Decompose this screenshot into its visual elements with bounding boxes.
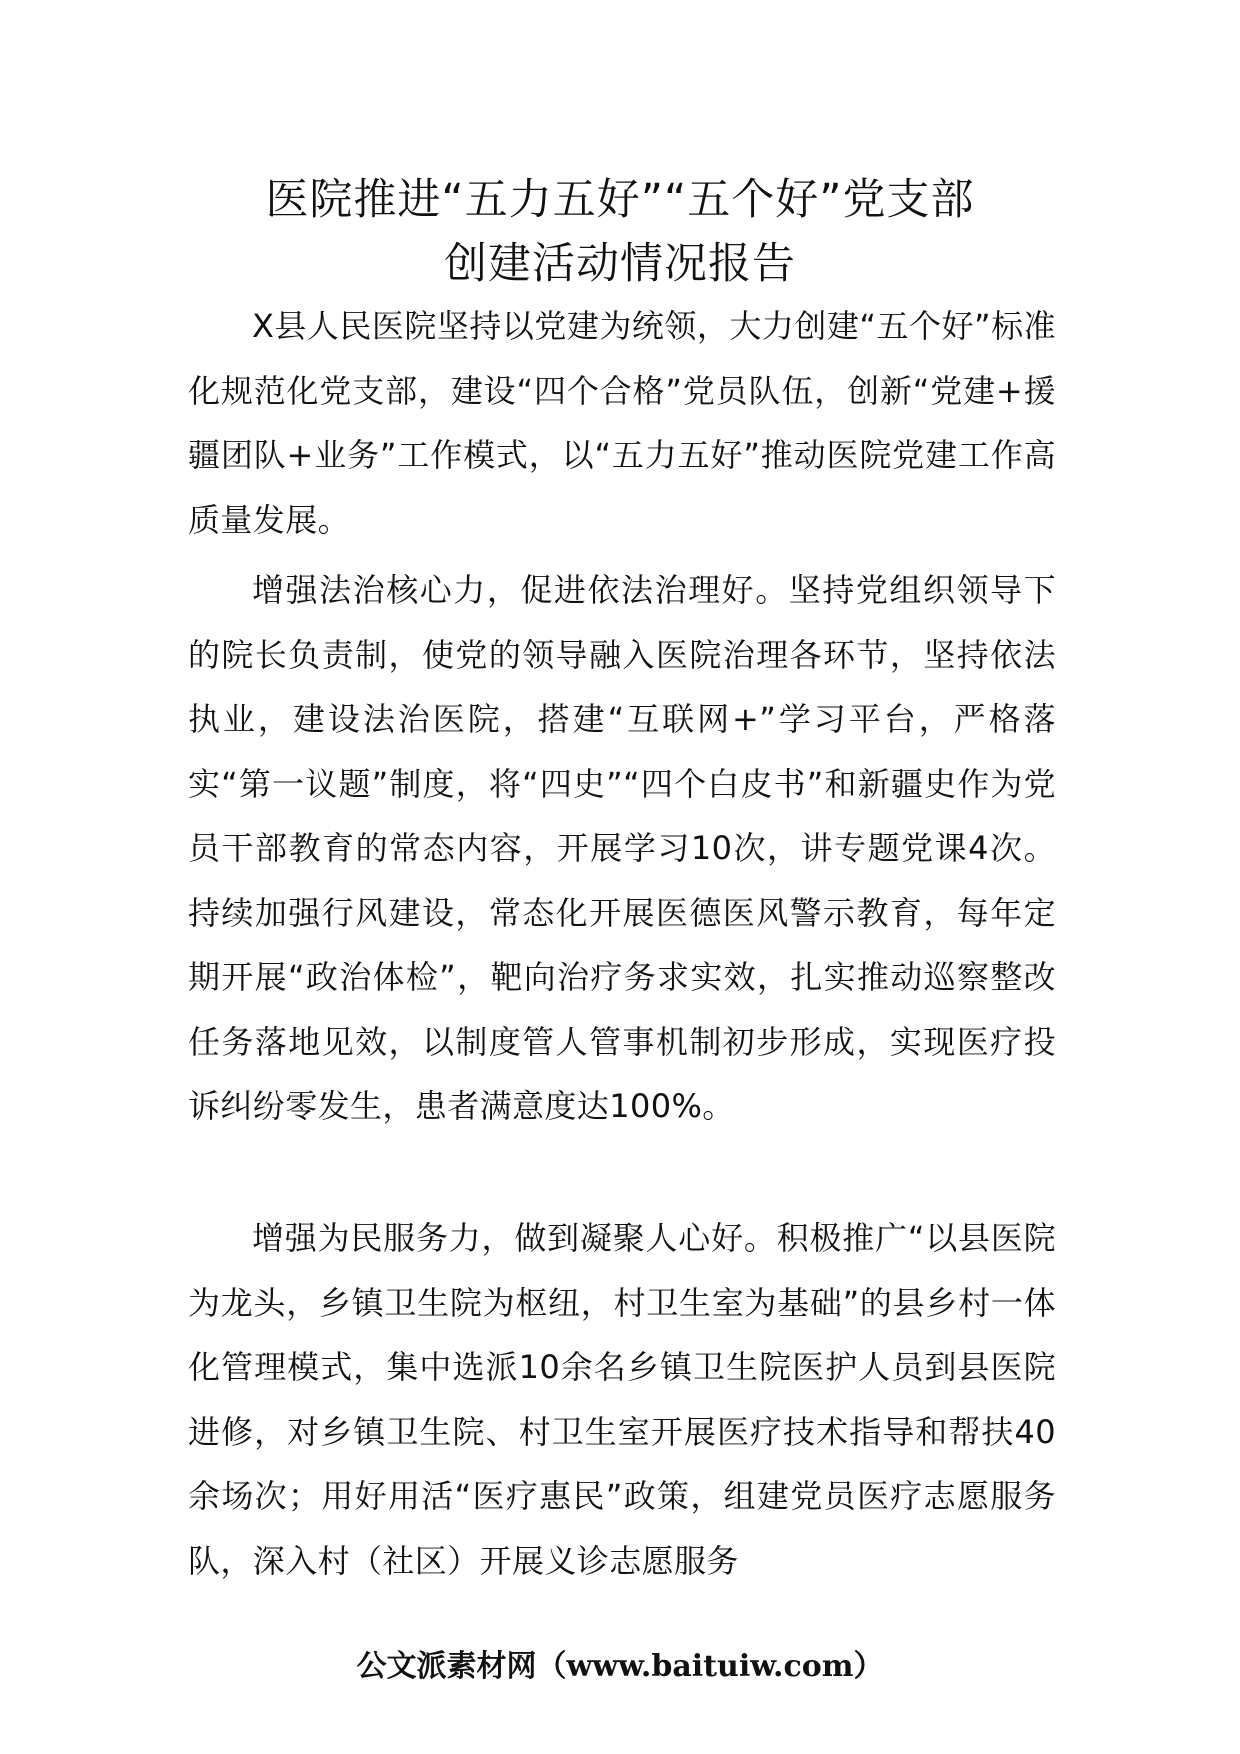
document-title-line-1: 医院推进“五力五好”“五个好”党支部 <box>265 175 975 225</box>
paragraph-rule-of-law: 增强法治核心力，促进依法治理好。坚持党组织领导下的院长负责制，使党的领导融入医院治理各环节，坚持依法执业，建设法治医院，搭建“互联网+”学习平台，严格落实“第一议题”制度，将“四史”“四个白皮书”和新疆史作为党员干部教育的常态内容，开展学习10次，讲专题党课4次。持续加强行风建设，常态化开展医德医风警示教育，每年定期开展“政治体检”，靶向治疗务求实效，扎实推动巡察整改任务落地见效，以制度管人管事机制初步形成，实现医疗投诉纠纷零发生，患者满意度达100%。 <box>188 571 1056 1125</box>
paragraph-public-service: 增强为民服务力，做到凝聚人心好。积极推广“以县医院为龙头，乡镇卫生院为枢纽，村卫生室为基础”的县乡村一体化管理模式，集中选派10余名乡镇卫生院医护人员到县医院进修，对乡镇卫生院、村卫生室开展医疗技术指导和帮扶40余场次；用好用活“医疗惠民”政策，组建党员医疗志愿服务队，深入村（社区）开展义诊志愿服务 <box>188 1219 1056 1580</box>
footer-watermark: 公文派素材网（www.baituiw.com） <box>356 1649 884 1684</box>
paragraph-intro: X县人民医院坚持以党建为统领，大力创建“五个好”标准化规范化党支部，建设“四个合格”党员队伍，创新“党建+援疆团队+业务”工作模式，以“五力五好”推动医院党建工作高质量发展。 <box>188 307 1056 539</box>
document-title-line-2: 创建活动情况报告 <box>444 239 796 289</box>
